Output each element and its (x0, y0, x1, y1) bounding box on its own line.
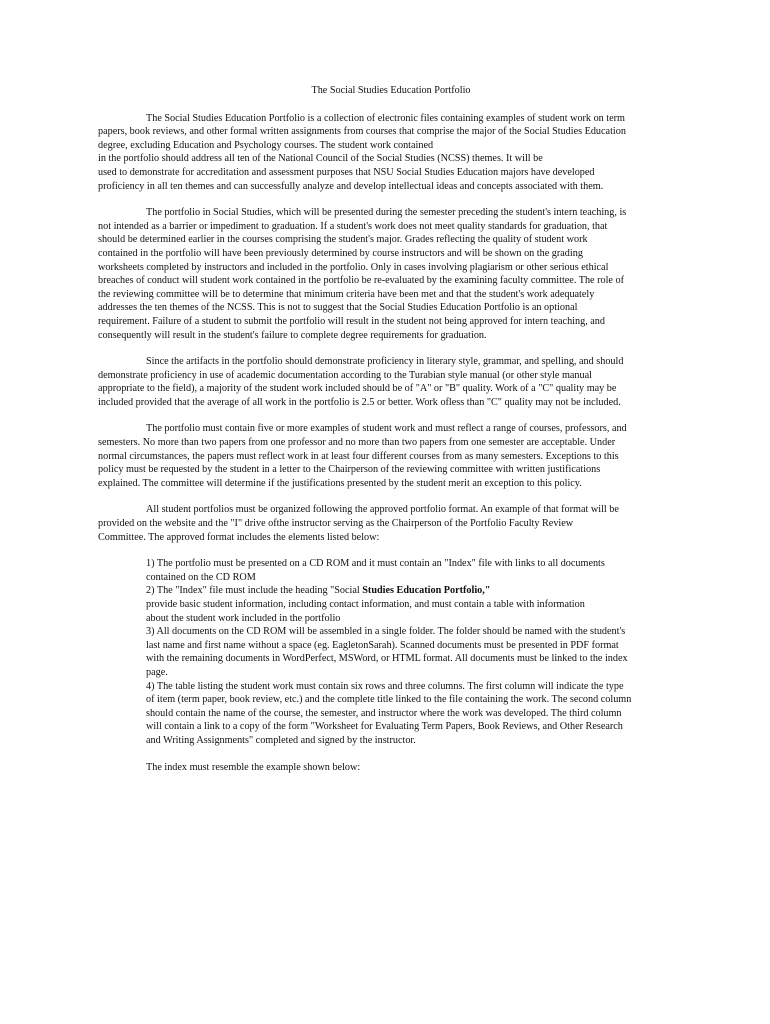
paragraph-line: The portfolio in Social Studies, which will be presented during the semester preceding the student's intern teaching, is (146, 207, 627, 219)
list-line: 3) All documents on the CD ROM will be assembled in a single folder. The folder should be named with the student's (146, 626, 626, 638)
paragraph-line: used to demonstrate for accreditation and assessment purposes that NSU Social Studies Education majors have developed (98, 166, 595, 178)
paragraph-line: degree, excluding Education and Psychology courses. The student work contained (98, 139, 434, 151)
list-line: provide basic student information, including contact information, and must contain a table with information (146, 599, 585, 610)
list-item-2-heading-line (146, 584, 684, 598)
paragraph-line: breaches of conduct will student work contained in the portfolio be re-evaluated by the examining faculty committee. The role of (98, 275, 624, 287)
paragraph-line: papers, book reviews, and other formal written assignments from courses that comprise the major of the Social Studies Education (98, 126, 626, 138)
paragraph-line: requirement. Failure of a student to submit the portfolio will result in the student not being approved for intern teaching, and (98, 315, 605, 327)
list-line: page. (146, 666, 168, 678)
list-line: contained on the CD ROM (146, 571, 256, 583)
paragraph-line: Committee. The approved format includes the elements listed below: (98, 531, 380, 543)
paragraph-line: provided on the website and the "I" drive ofthe instructor serving as the Chairperson of the Portfolio Faculty Review (98, 518, 574, 530)
paragraph-line: addresses the ten themes of the NCSS. This is not to suggest that the Social Studies Education Portfolio is an optional (98, 302, 578, 314)
paragraph-1 (98, 112, 684, 194)
list-item-2-prefix: 2) The "Index" file must include the heading "Social (146, 585, 363, 597)
paragraph-3 (98, 355, 684, 409)
list-line: about the student work included in the portfolio (146, 612, 341, 624)
paragraph-line: The portfolio must contain five or more examples of student work and must reflect a range of courses, professors, and (146, 423, 627, 435)
paragraph-line: All student portfolios must be organized following the approved portfolio format. An example of that format will be (146, 504, 619, 516)
paragraph-line: in the portfolio should address all ten of the National Council of the Social Studies (NCSS) themes. It will be (98, 153, 543, 165)
paragraph-line: policy must be requested by the student in a letter to the Chairperson of the reviewing committee with written justifications (98, 464, 601, 476)
requirements-list (146, 557, 684, 747)
paragraph-2 (98, 206, 684, 342)
list-item-1 (146, 557, 684, 584)
list-line: with the remaining documents in WordPerfect, MSWord, or HTML format. All documents must be linked to the index (146, 653, 628, 665)
list-item-2 (146, 584, 684, 625)
closing-line: The index must resemble the example shown below: (146, 761, 361, 773)
paragraph-line: should be determined earlier in the courses comprising the student's major. Grades reflecting the quality of student work (98, 234, 588, 246)
paragraph-line: included provided that the average of all work in the portfolio is 2.5 or better. Work ofless than "C" quality may not be included. (98, 396, 621, 408)
list-item-4 (146, 680, 684, 748)
paragraph-line: Since the artifacts in the portfolio should demonstrate proficiency in literary style, grammar, and spelling, and should (146, 356, 624, 368)
paragraph-line: worksheets completed by instructors and included in the portfolio. Only in cases involving plagiarism or other serious ethical (98, 261, 609, 273)
list-line: should contain the name of the course, the semester, and instructor where the work was developed. The third column (146, 707, 622, 719)
list-item-2-bold: Studies Education Portfolio," (362, 585, 491, 597)
paragraph-line: contained in the portfolio will have been previously determined by course instructors and will be shown on the grading (98, 247, 583, 259)
paragraphs-container (98, 112, 684, 545)
list-item-2-rest (146, 598, 684, 625)
list-line: and Writing Assignments" completed and signed by the instructor. (146, 734, 416, 746)
paragraph-line: demonstrate proficiency in use of academic documentation according to the Turabian style manual (or other style manual (98, 369, 592, 381)
document-title: The Social Studies Education Portfolio (311, 85, 471, 96)
paragraph-5 (98, 503, 684, 544)
paragraph-line: consequently will result in the student's failure to complete degree requirements for graduation. (98, 329, 487, 341)
paragraph-line: The Social Studies Education Portfolio is a collection of electronic files containing examples of student work on term (146, 112, 625, 124)
list-line: last name and first name without a space (eg. EagletonSarah). Scanned documents must be presented in PDF format (146, 639, 619, 651)
list-line: will contain a link to a copy of the form "Worksheet for Evaluating Term Papers, Book Reviews, and Other Research (146, 721, 623, 733)
list-line: 4) The table listing the student work must contain six rows and three columns. The first column will indicate the type (146, 680, 624, 692)
paragraph-line: not intended as a barrier or impediment to graduation. If a student's work does not meet quality standards for graduation, that (98, 220, 608, 232)
paragraph-line: explained. The committee will determine if the justifications presented by the student merit an exception to this policy. (98, 477, 582, 489)
document-body (98, 84, 684, 774)
paragraph-line: appropriate to the field), a majority of the student work included should be of "A" or "B" quality. Work of a "C" quality may be (98, 383, 617, 395)
paragraph-line: semesters. No more than two papers from one professor and no more than two papers from one semester are acceptable. Under (98, 437, 616, 449)
list-line: of item (term paper, book review, etc.) and the complete title linked to the file containing the work. The second column (146, 694, 632, 706)
list-line: 1) The portfolio must be presented on a CD ROM and it must contain an "Index" file with links to all documents (146, 558, 605, 570)
paragraph-line: normal circumstances, the papers must reflect work in at least four different courses from as many semesters. Exceptions to this (98, 450, 619, 462)
paragraph-4 (98, 422, 684, 490)
list-item-3 (146, 625, 684, 679)
paragraph-line: proficiency in all ten themes and can successfully analyze and develop intellectual ideas and concepts associated with them. (98, 180, 604, 192)
paragraph-line: the reviewing committee will be to determine that minimum criteria have been met and that the student's work adequately (98, 288, 595, 300)
